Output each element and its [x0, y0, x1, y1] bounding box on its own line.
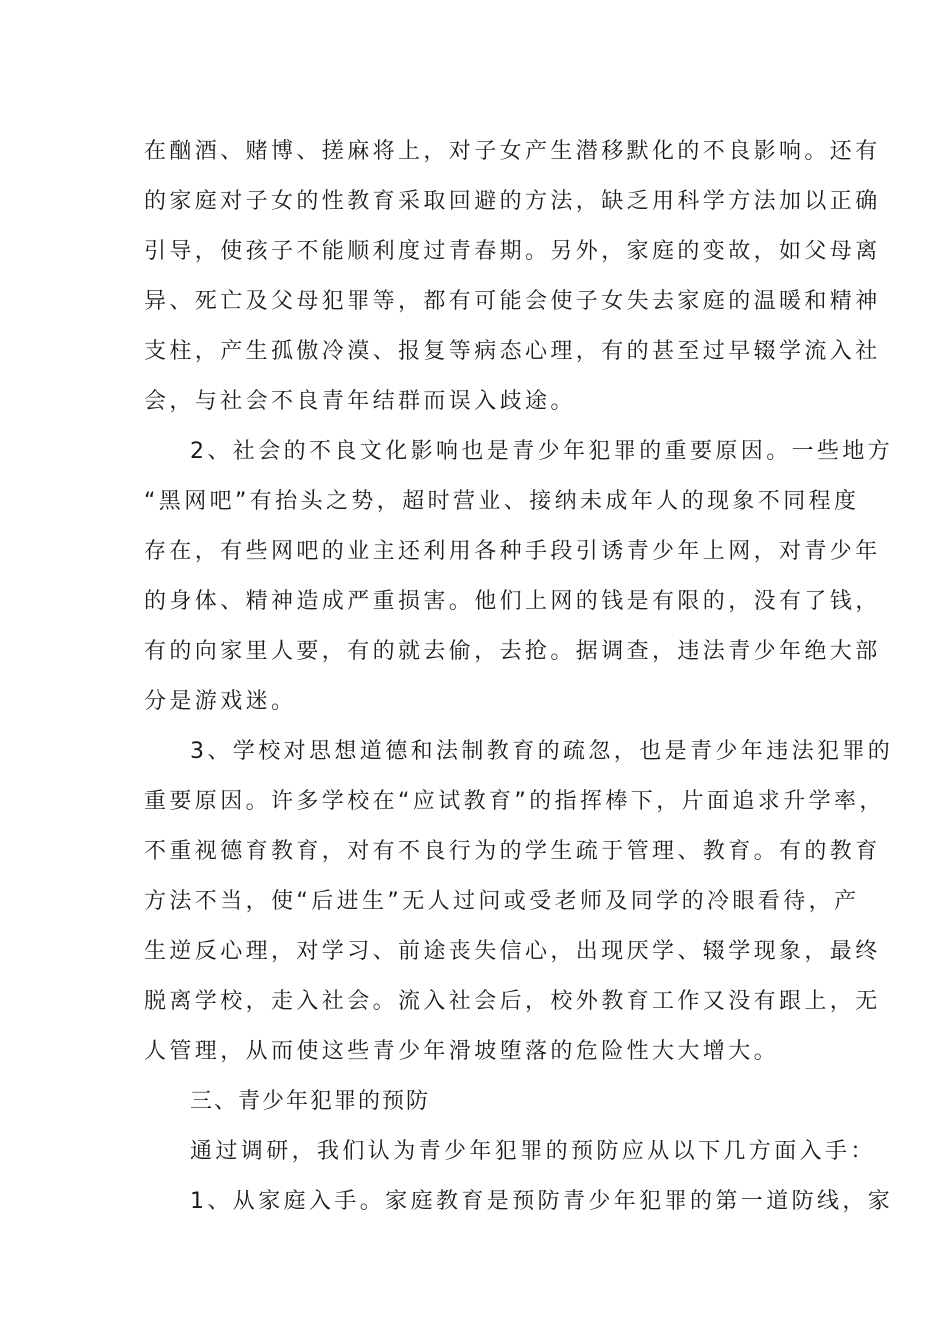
section-heading: 三、青少年犯罪的预防: [190, 1089, 431, 1114]
paragraph-3-start: 3、学校对思想道德和法制教育的疏忽，也是青少年违法犯罪的: [190, 739, 894, 764]
text-line: 不重视德育教育，对有不良行为的学生疏于管理、教育。有的教育: [144, 839, 881, 864]
paragraph-intro: 通过调研，我们认为青少年犯罪的预防应从以下几方面入手：: [190, 1139, 876, 1164]
text-line: 的身体、精神造成严重损害。他们上网的钱是有限的，没有了钱，: [144, 589, 881, 614]
text-line: “黑网吧”有抬头之势，超时营业、接纳未成年人的现象不同程度: [144, 489, 860, 514]
text-line: 在酗酒、赌博、搓麻将上，对子女产生潜移默化的不良影响。还有: [144, 139, 881, 164]
text-line: 生逆反心理，对学习、前途丧失信心，出现厌学、辍学现象，最终: [144, 939, 881, 964]
paragraph-2-start: 2、社会的不良文化影响也是青少年犯罪的重要原因。一些地方: [190, 439, 894, 464]
paragraph-4-start: 1、从家庭入手。家庭教育是预防青少年犯罪的第一道防线，家: [190, 1189, 894, 1214]
text-line: 分是游戏迷。: [144, 689, 297, 714]
text-line: 重要原因。许多学校在“应试教育”的指挥棒下，片面追求升学率，: [144, 789, 885, 814]
text-line: 人管理，从而使这些青少年滑坡堕落的危险性大大增大。: [144, 1039, 780, 1064]
text-line: 有的向家里人要，有的就去偷，去抢。据调查，违法青少年绝大部: [144, 639, 881, 664]
text-line: 支柱，产生孤傲冷漠、报复等病态心理，有的甚至过早辍学流入社: [144, 339, 881, 364]
text-line: 脱离学校，走入社会。流入社会后，校外教育工作又没有跟上，无: [144, 989, 881, 1014]
text-line: 会，与社会不良青年结群而误入歧途。: [144, 389, 576, 414]
text-line: 异、死亡及父母犯罪等，都有可能会使子女失去家庭的温暖和精神: [144, 289, 881, 314]
text-line: 存在，有些网吧的业主还利用各种手段引诱青少年上网，对青少年: [144, 539, 881, 564]
text-line: 的家庭对子女的性教育采取回避的方法，缺乏用科学方法加以正确: [144, 189, 881, 214]
text-line: 方法不当，使“后进生”无人过问或受老师及同学的冷眼看待，产: [144, 889, 860, 914]
text-line: 引导，使孩子不能顺利度过青春期。另外，家庭的变故，如父母离: [144, 239, 881, 264]
